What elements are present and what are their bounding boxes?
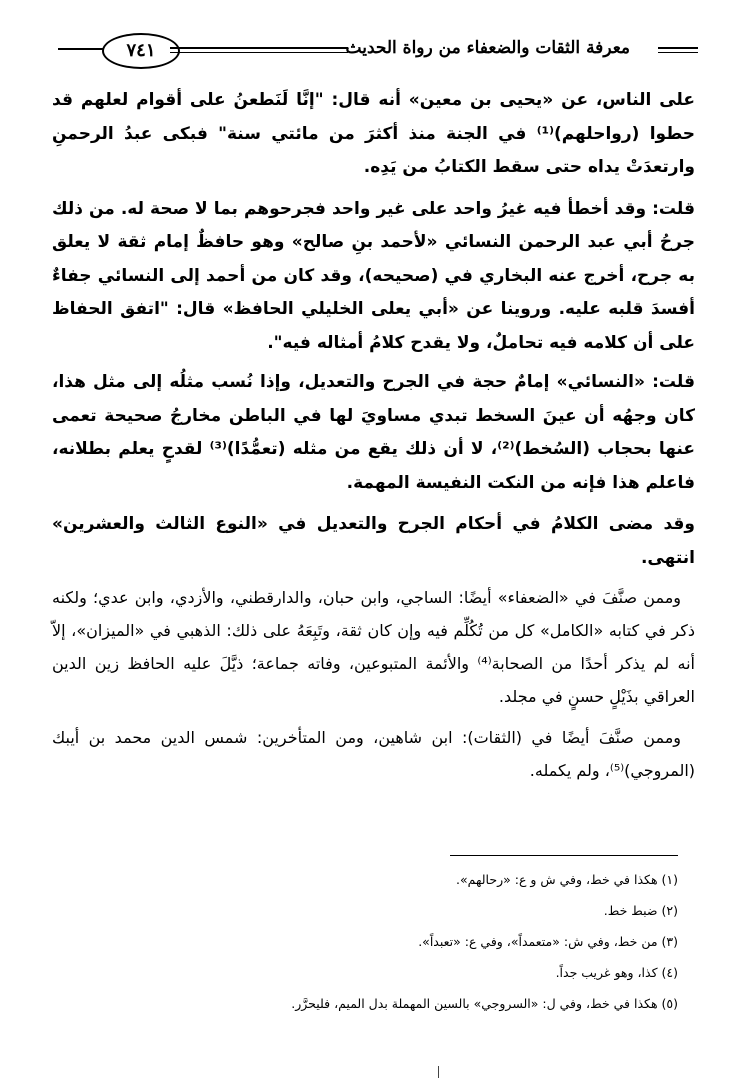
footnotes bbox=[58, 872, 678, 1012]
page-edge-mark bbox=[438, 1066, 439, 1078]
header-rule-left bbox=[170, 47, 348, 53]
footnote: (٤) كذا، وهو غريب جداً. bbox=[555, 965, 678, 980]
page-number: ٧٤١ bbox=[102, 33, 180, 69]
paragraph: على الناس، عن «يحيى بن معين» أنه قال: "إنَّا لَنَطعنُ على أقوام لعلهم قد حطوا (رواحلهم)⁽¹⁾ في الجنة منذ أكثرَ من مائتي سنة" فبكى عبدُ الرحمنِ وارتعدَتْ يداه حتى سقط الكتابُ من يَدِه. bbox=[52, 90, 696, 177]
paragraph: وممن صنَّفَ أيضًا في (الثقات): ابن شاهين، ومن المتأخرين: شمس الدين محمد بن أيبك (المروجي)⁽⁵⁾، ولم يكمله. bbox=[52, 728, 695, 780]
running-title: معرفة الثقات والضعفاء من رواة الحديث bbox=[345, 38, 630, 58]
page-header bbox=[50, 30, 698, 70]
footnote-separator bbox=[450, 855, 678, 856]
footnote: (١) هكذا في خط، وفي ش و ع: «رحالهم». bbox=[456, 872, 678, 887]
footnote: (٢) ضبط خط. bbox=[603, 903, 678, 918]
footnote: (٣) من خط، وفي ش: «متعمداً»، وفي ع: «تعبداً». bbox=[418, 934, 678, 949]
paragraph: وقد مضى الكلامُ في أحكام الجرح والتعديل في «النوع الثالث والعشرين» انتهى. bbox=[52, 514, 695, 568]
header-rule-end bbox=[58, 48, 104, 50]
paragraph: وممن صنَّفَ في «الضعفاء» أيضًا: الساجي، وابن حبان، والدارقطني، والأزدي، وابن عدي؛ ولكنه ذكر في كتابه «الكامل» كل من تُكُلِّم فيه وإن كان ثقة، وتَبِعَهُ على ذلك: الذهبي في «الميزان»، إلاّ أنه لم يذكر أحدًا من الصحابة⁽⁴⁾ والأئمة المتبوعين، وفاته جماعة؛ ذيَّلَ عليه الحافظ زين الدين العراقي بذَيْلٍ حسنٍ في مجلد. bbox=[52, 588, 696, 706]
main-text bbox=[52, 84, 695, 795]
paragraph: قلت: وقد أخطأ فيه غيرُ واحد على غير واحد فجرحوهم بما لا صحة له. من ذلك جرحُ أبي عبد الرحمن النسائي «لأحمد بنِ صالح» وهو حافظٌ إمام ثقة لا يعلق به جرح، أخرج عنه البخاري في (صحيحه)، وقد كان من أحمد إلى النسائي جفاءٌ أفسدَ قلبه عليه. وروينا عن «أبي يعلى الخليلي الحافظ» قال: "اتفق الحفاظ على أن كلامه فيه تحاملٌ، ولا يقدح كلامُ أمثاله فيه". bbox=[52, 198, 695, 353]
header-rule-right bbox=[658, 47, 698, 53]
paragraph: قلت: «النسائي» إمامٌ حجة في الجرح والتعديل، وإذا نُسب مثلُه إلى مثل هذا، كان وجهُه أن عينَ السخط تبدي مساويَ لها في الباطن مخارجُ صحيحة تعمى عنها بحجاب (السُخط)⁽²⁾، لا أن ذلك يقع من مثله (تعمُّدًا)⁽³⁾ لقدحٍ يعلم بطلانه، فاعلم هذا فإنه من النكت النفيسة المهمة. bbox=[52, 372, 695, 493]
footnote: (٥) هكذا في خط، وفي ل: «السروجي» بالسين المهملة بدل الميم، فليحرَّر. bbox=[291, 996, 678, 1011]
